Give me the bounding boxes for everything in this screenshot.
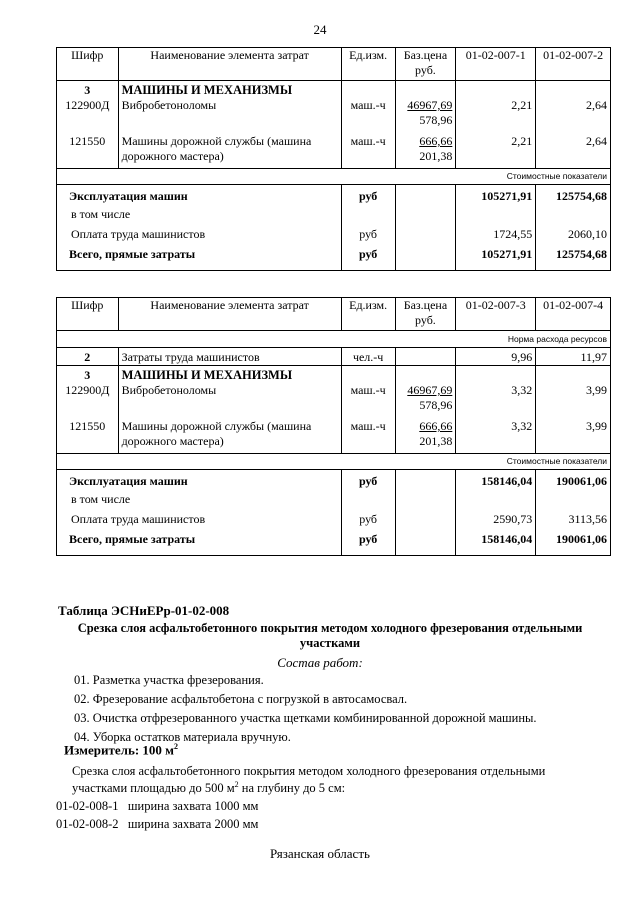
table-description: Срезка слоя асфальтобетонного покрытия методом холодного фрезерования отдельными участками [77, 621, 583, 650]
table-row: 3 МАШИНЫ И МЕХАНИЗМЫ [57, 81, 611, 99]
header-col-a: 01-02-007-3 [456, 298, 536, 331]
header-unit: Ед.изм. [341, 48, 395, 81]
summary-row: в том числе [57, 204, 611, 222]
header-name: Наименование элемента затрат [118, 298, 341, 331]
header-col-b: 01-02-007-2 [536, 48, 611, 81]
header-base-price: Баз.цена руб. [395, 48, 456, 81]
work-step: 03. Очистка отфрезерованного участка щетками комбинированной дорожной машины. [74, 711, 537, 725]
table-row: 122900Д Вибробетоноломы маш.-ч 46967,69 578,96 3,32 3,99 [57, 383, 611, 413]
table-row: 122900Д Вибробетоноломы маш.-ч 46967,69 578,96 2,21 2,64 [57, 98, 611, 128]
work-heading: Состав работ: [277, 655, 363, 670]
section-subheader-row: Стоимостные показатели [57, 169, 611, 185]
header-col-a: 01-02-007-1 [456, 48, 536, 81]
summary-row: Эксплуатация машин руб 158146,04 190061,06 [57, 470, 611, 490]
page-number: 24 [313, 22, 327, 37]
code-line: 01-02-008-2 ширина захвата 2000 мм [56, 817, 259, 831]
work-step: 04. Уборка остатков материала вручную. [74, 730, 291, 744]
table-row: 3 МАШИНЫ И МЕХАНИЗМЫ [57, 366, 611, 384]
table-title: Таблица ЭСНиЕРр-01-02-008 [58, 603, 230, 618]
section-subheader-row: Норма расхода ресурсов [57, 331, 611, 348]
footer-region: Рязанская область [270, 846, 370, 861]
summary-row: Всего, прямые затраты руб 105271,91 125754,68 [57, 242, 611, 271]
work-step: 01. Разметка участка фрезерования. [74, 673, 264, 687]
header-unit: Ед.изм. [341, 298, 395, 331]
summary-row: Оплата труда машинистов руб 1724,55 2060,10 [57, 222, 611, 242]
table-row: 121550 Машины дорожной службы (машина дорожного мастера) маш.-ч 666,66 201,38 3,32 3,99 [57, 413, 611, 454]
summary-row: в том числе [57, 489, 611, 507]
table-header-row [57, 298, 611, 331]
meter-description: Срезка слоя асфальтобетонного покрытия методом холодного фрезерования отдельными участками площадью до 500 $м^2$ на глубину до 5 см: [72, 764, 546, 796]
summary-row: Эксплуатация машин руб 105271,91 125754,68 [57, 185, 611, 205]
cost-table-2 [56, 297, 611, 556]
table-row: 2 Затраты труда машинистов чел.-ч 9,96 11,97 [57, 348, 611, 366]
section-subheader-row: Стоимостные показатели [57, 454, 611, 470]
meter-label: Измеритель: 100 $м^2$ [64, 742, 179, 758]
code-line: 01-02-008-1 ширина захвата 1000 мм [56, 799, 259, 813]
header-code: Шифр [57, 48, 119, 81]
cost-table-1 [56, 47, 611, 271]
header-base-price: Баз.цена руб. [395, 298, 456, 331]
work-step: 02. Фрезерование асфальтобетона с погрузкой в автосамосвал. [74, 692, 408, 706]
header-code: Шифр [57, 298, 119, 331]
table-row: 121550 Машины дорожной службы (машина дорожного мастера) маш.-ч 666,66 201,38 2,21 2,64 [57, 128, 611, 169]
summary-row: Всего, прямые затраты руб 158146,04 190061,06 [57, 527, 611, 556]
header-name: Наименование элемента затрат [118, 48, 341, 81]
summary-row: Оплата труда машинистов руб 2590,73 3113,56 [57, 507, 611, 527]
header-col-b: 01-02-007-4 [536, 298, 611, 331]
table-header-row [57, 48, 611, 81]
